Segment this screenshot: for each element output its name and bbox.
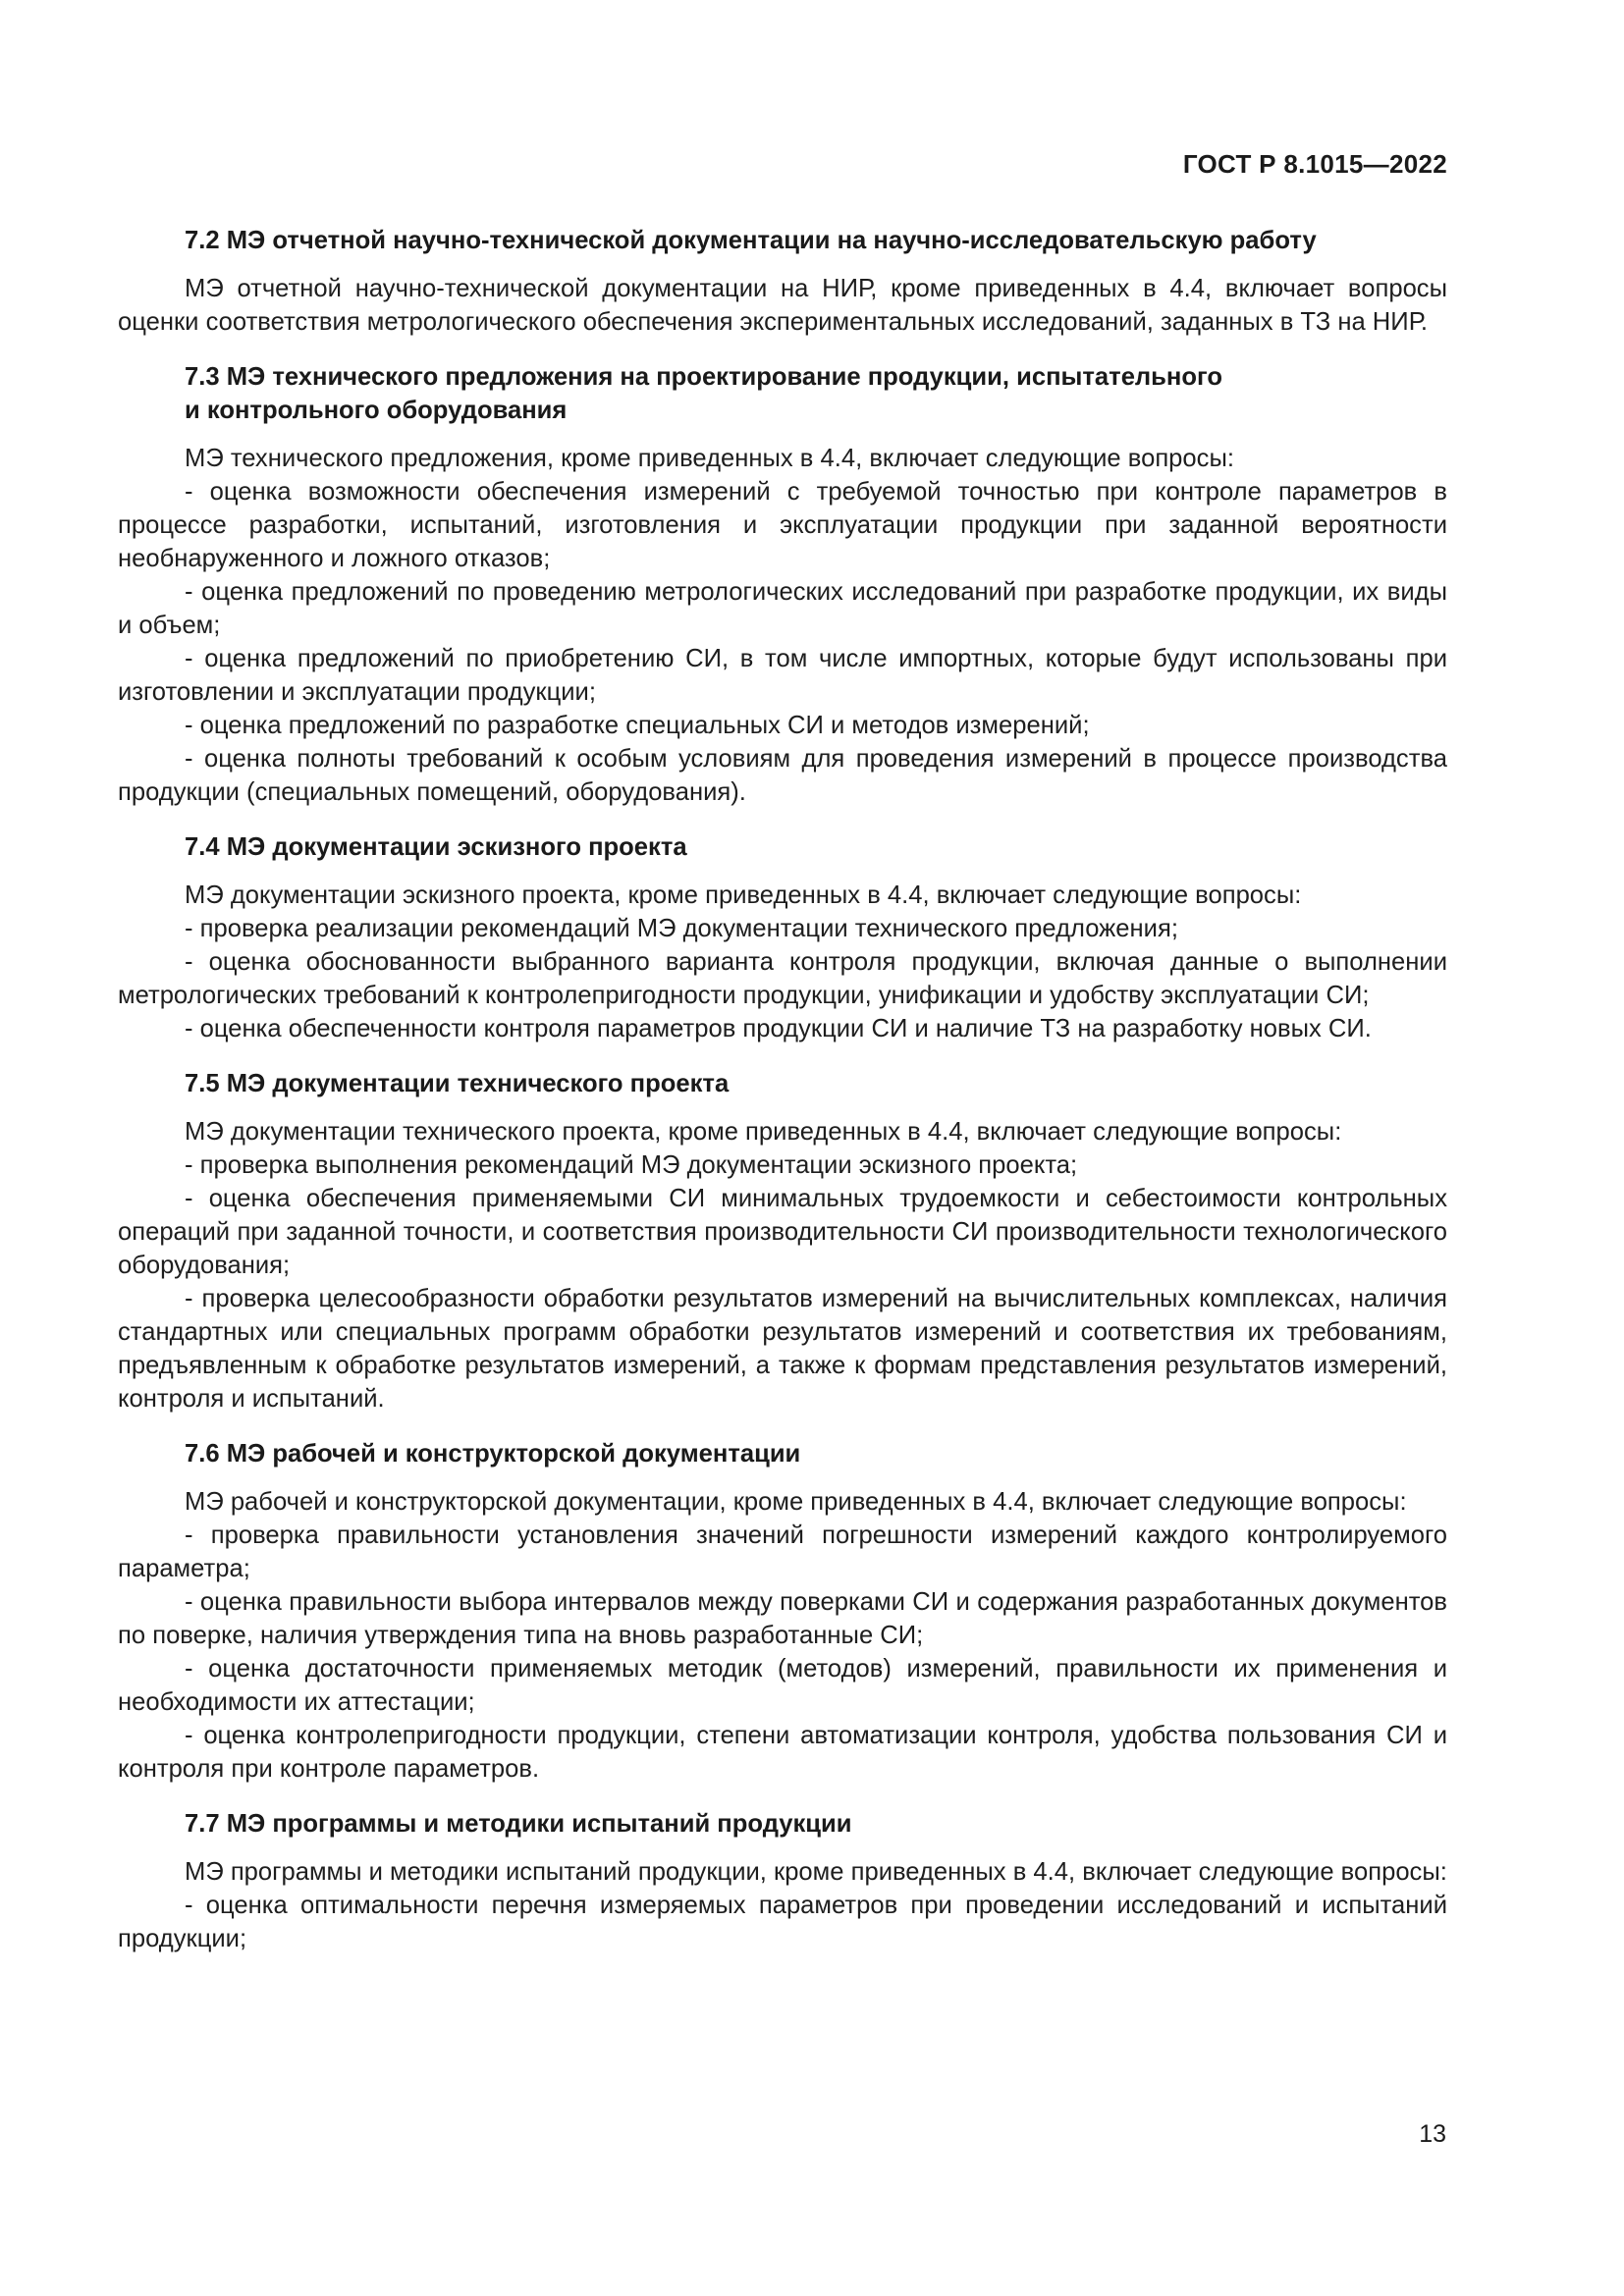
section-7-3: [118, 360, 1447, 809]
section-heading-line: 7.3 МЭ технического предложения на проектирование продукции, испытательного: [185, 363, 1222, 391]
list-item: - оценка обоснованности выбранного варианта контроля продукции, включая данные о выполнении метрологических требований к контролепригодности продукции, унификации и удобству эксплуатации СИ;: [118, 948, 1447, 1009]
section-heading: [118, 360, 1447, 427]
section-heading: 7.4 МЭ документации эскизного проекта: [185, 833, 687, 861]
list-item: - проверка выполнения рекомендаций МЭ документации эскизного проекта;: [185, 1151, 1078, 1179]
list-item: - оценка предложений по приобретению СИ, в том числе импортных, которые будут использованы при изготовлении и эксплуатации продукции;: [118, 645, 1447, 706]
section-heading: 7.6 МЭ рабочей и конструкторской документации: [185, 1440, 801, 1468]
list-item: - оценка возможности обеспечения измерений с требуемой точностью при контроле параметров в процессе разработки, испытаний, изготовления и эксплуатации продукции при заданной вероятности необнаруженного и ложного отказов;: [118, 478, 1447, 572]
section-7-6: [118, 1437, 1447, 1786]
list-item: - оценка предложений по разработке специальных СИ и методов измерений;: [185, 712, 1090, 739]
list-item: - оценка правильности выбора интервалов между поверками СИ и содержания разработанных документов по поверке, наличия утверждения типа на вновь разработанные СИ;: [118, 1588, 1447, 1649]
section-heading: 7.7 МЭ программы и методики испытаний продукции: [185, 1810, 852, 1838]
section-7-4: [118, 830, 1447, 1045]
section-7-7: [118, 1807, 1447, 1955]
paragraph: МЭ документации эскизного проекта, кроме приведенных в 4.4, включает следующие вопросы:: [185, 881, 1302, 909]
paragraph: МЭ отчетной научно-технической документации на НИР, кроме приведенных в 4.4, включает вопросы оценки соответствия метрологического обеспечения экспериментальных исследований, заданных в ТЗ на НИР.: [118, 275, 1447, 336]
list-item: - оценка обеспечения применяемыми СИ минимальных трудоемкости и себестоимости контрольных операций при заданной точности, и соответствия производительности СИ производительности технологического оборудования;: [118, 1185, 1447, 1279]
paragraph: МЭ рабочей и конструкторской документации, кроме приведенных в 4.4, включает следующие вопросы:: [185, 1488, 1407, 1516]
list-item: - оценка предложений по проведению метрологических исследований при разработке продукции, их виды и объем;: [118, 578, 1447, 639]
list-item: - проверка реализации рекомендаций МЭ документации технического предложения;: [185, 915, 1178, 942]
section-heading: 7.2 МЭ отчетной научно-технической документации на научно-исследовательскую работу: [185, 227, 1317, 254]
list-item: - оценка обеспеченности контроля параметров продукции СИ и наличие ТЗ на разработку новых СИ.: [185, 1015, 1372, 1042]
list-item: - проверка правильности установления значений погрешности измерений каждого контролируемого параметра;: [118, 1522, 1447, 1582]
list-item: - проверка целесообразности обработки результатов измерений на вычислительных комплексах, наличия стандартных или специальных программ обработки результатов измерений и соответствия их требованиям, предъявленным к обработке результатов измерений, а также к формам представления результатов измерений, контроля и испытаний.: [118, 1285, 1447, 1413]
paragraph: МЭ документации технического проекта, кроме приведенных в 4.4, включает следующие вопросы:: [185, 1118, 1342, 1146]
list-item: - оценка полноты требований к особым условиям для проведения измерений в процессе производства продукции (специальных помещений, оборудования).: [118, 745, 1447, 806]
section-heading-line: и контрольного оборудования: [185, 397, 568, 424]
section-7-2: [118, 224, 1447, 339]
paragraph: МЭ технического предложения, кроме приведенных в 4.4, включает следующие вопросы:: [185, 445, 1234, 472]
section-heading: 7.5 МЭ документации технического проекта: [185, 1070, 730, 1097]
section-7-5: [118, 1067, 1447, 1415]
list-item: - оценка контролепригодности продукции, степени автоматизации контроля, удобства пользования СИ и контроля при контроле параметров.: [118, 1722, 1447, 1783]
document-body: [118, 224, 1447, 1955]
list-item: - оценка достаточности применяемых методик (методов) измерений, правильности их применения и необходимости их аттестации;: [118, 1655, 1447, 1716]
document-code-header: ГОСТ Р 8.1015—2022: [1182, 149, 1447, 179]
paragraph: МЭ программы и методики испытаний продукции, кроме приведенных в 4.4, включает следующие вопросы:: [185, 1858, 1447, 1886]
list-item: - оценка оптимальности перечня измеряемых параметров при проведении исследований и испытаний продукции;: [118, 1892, 1447, 1952]
page-number: 13: [1419, 2120, 1446, 2148]
